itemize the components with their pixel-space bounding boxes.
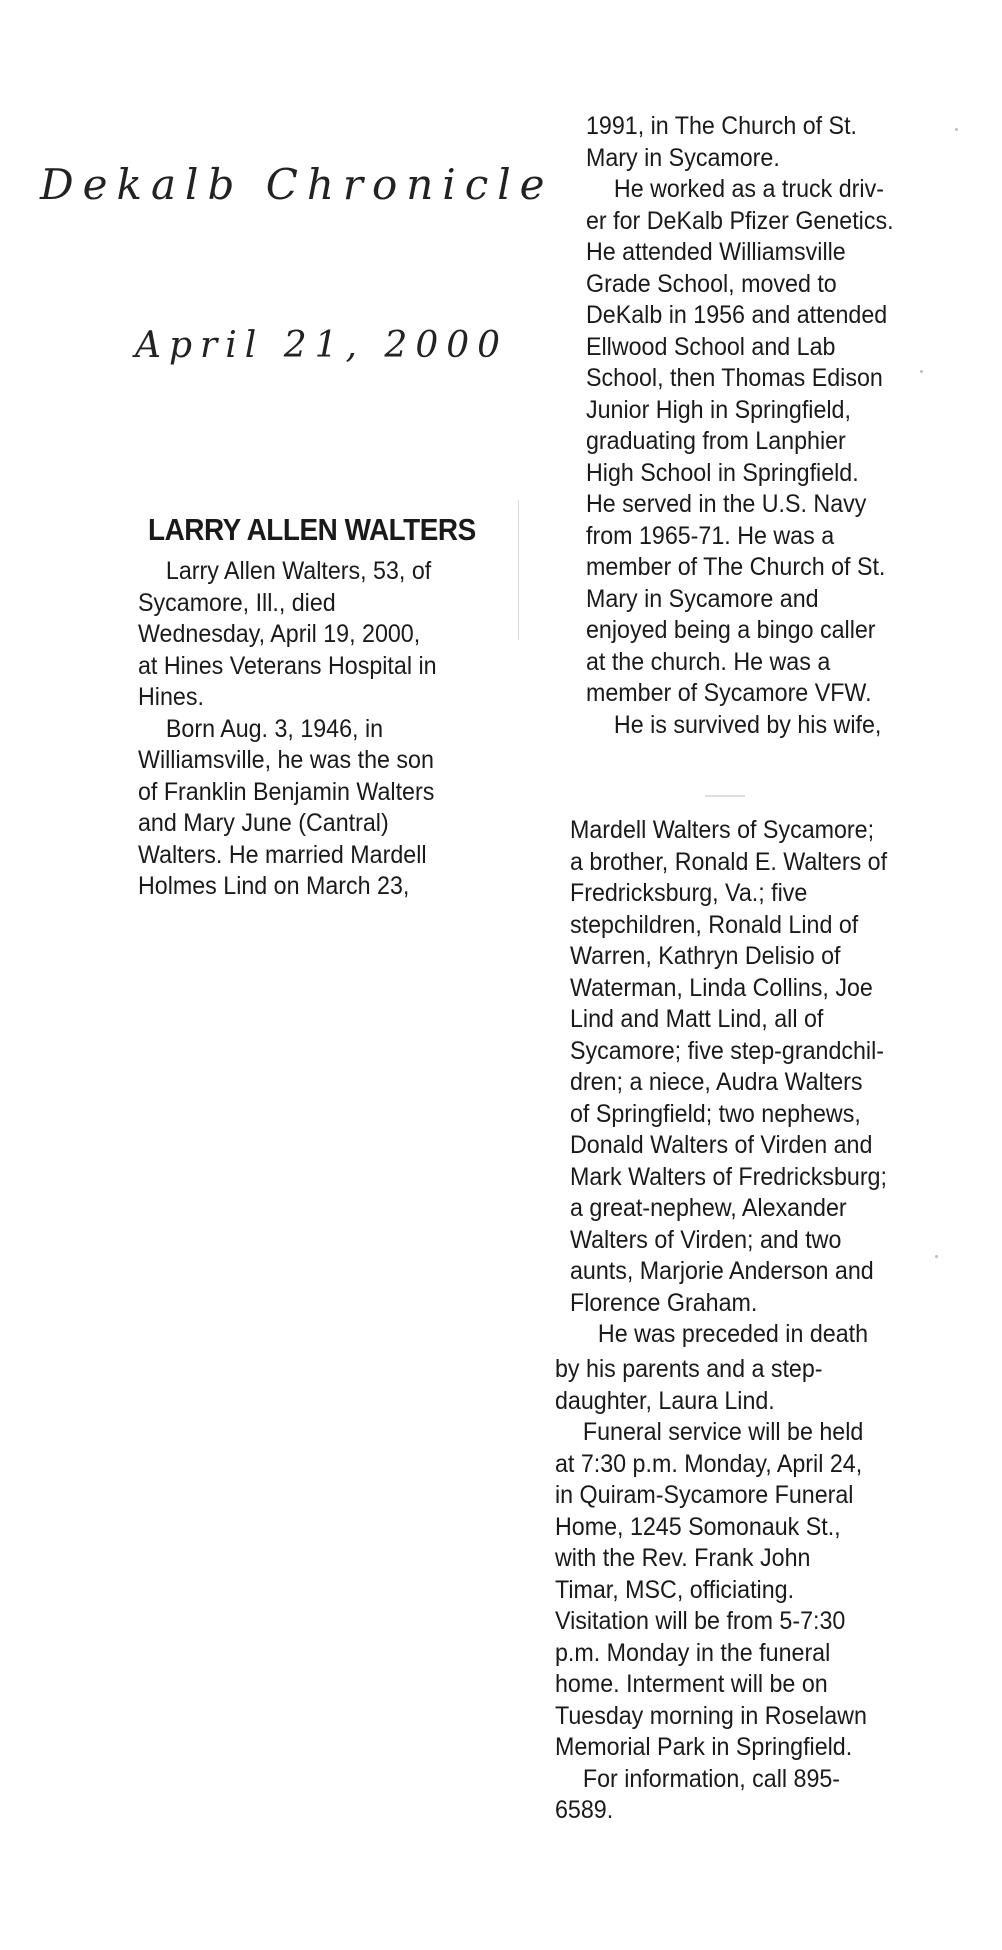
scan-speck	[935, 1255, 938, 1258]
text-line: stepchildren, Ronald Lind of	[570, 910, 859, 939]
text-line: by his parents and a step-	[555, 1355, 823, 1383]
text-line: He attended Williamsville	[586, 238, 846, 266]
text-line: Sycamore; five step-grandchil-	[570, 1036, 885, 1065]
obituary-right-column-bottom	[555, 1354, 867, 1827]
text-line: with the Rev. Frank John	[555, 1544, 811, 1572]
text-line: p.m. Monday in the funeral	[555, 1638, 831, 1667]
text-line: member of Sycamore VFW.	[586, 679, 872, 707]
obituary-right-column-top	[586, 111, 894, 741]
obituary-right-column-middle	[570, 815, 887, 1351]
text-line: Larry Allen Walters, 53, of	[165, 557, 432, 585]
text-line: 6589.	[555, 1796, 614, 1824]
handwritten-source-note: Dekalb Chronicle	[40, 160, 554, 209]
scan-speck	[955, 128, 958, 131]
text-line: dren; a niece, Audra Walters	[570, 1068, 863, 1096]
text-line: For information, call 895-	[582, 1764, 841, 1793]
text-line: Timar, MSC, officiating.	[555, 1575, 795, 1604]
text-line: Funeral service will be held	[582, 1418, 864, 1446]
text-line: of Franklin Benjamin Walters	[138, 777, 435, 806]
text-line: He served in the U.S. Navy	[586, 490, 867, 518]
text-line: Williamsville, he was the son	[138, 746, 434, 774]
text-line: from 1965-71. He was a	[586, 521, 835, 550]
text-line: and Mary June (Cantral)	[138, 809, 389, 837]
text-line: at the church. He was a	[586, 647, 831, 676]
text-line: Visitation will be from 5-7:30	[555, 1607, 846, 1635]
text-line: High School in Springfield.	[586, 458, 859, 487]
scan-speck	[705, 795, 745, 797]
text-line: Holmes Lind on March 23,	[138, 872, 410, 900]
text-line: at Hines Veterans Hospital in	[138, 651, 437, 680]
text-line: daughter, Laura Lind.	[555, 1386, 775, 1415]
text-line: Warren, Kathryn Delisio of	[570, 942, 841, 970]
text-line: Mary in Sycamore and	[586, 584, 819, 613]
text-line: aunts, Marjorie Anderson and	[570, 1257, 874, 1285]
text-line: Florence Graham.	[570, 1288, 758, 1317]
text-line: He was preceded in death	[597, 1320, 869, 1348]
text-line: Mary in Sycamore.	[586, 143, 780, 172]
text-line: Mark Walters of Fredricksburg;	[570, 1162, 887, 1191]
text-line: a brother, Ronald E. Walters of	[570, 847, 888, 876]
text-line: School, then Thomas Edison	[586, 364, 883, 392]
text-line: Sycamore, Ill., died	[138, 588, 336, 617]
text-line: Hines.	[138, 683, 204, 711]
text-line: of Springfield; two nephews,	[570, 1099, 861, 1128]
text-line: Fredricksburg, Va.; five	[570, 879, 808, 907]
scan-speck	[920, 370, 923, 373]
text-line: in Quiram-Sycamore Funeral	[555, 1481, 854, 1509]
text-line: Home, 1245 Somonauk St.,	[555, 1512, 841, 1541]
text-line: at 7:30 p.m. Monday, April 24,	[555, 1449, 863, 1478]
text-line: Born Aug. 3, 1946, in	[165, 714, 384, 743]
text-line: Walters. He married Mardell	[138, 840, 427, 869]
text-line: Junior High in Springfield,	[586, 395, 851, 424]
text-line: Wednesday, April 19, 2000,	[138, 620, 421, 648]
text-line: He worked as a truck driv-	[613, 175, 884, 203]
text-line: 1991, in The Church of St.	[586, 112, 857, 140]
text-line: DeKalb in 1956 and attended	[586, 301, 888, 329]
text-line: He is survived by his wife,	[613, 710, 882, 739]
text-line: enjoyed being a bingo caller	[586, 616, 876, 644]
text-line: Memorial Park in Springfield.	[555, 1733, 853, 1761]
text-line: graduating from Lanphier	[586, 427, 846, 455]
handwritten-date-note: April 21, 2000	[135, 325, 509, 366]
text-line: Mardell Walters of Sycamore;	[570, 816, 875, 844]
text-line: Waterman, Linda Collins, Joe	[570, 973, 873, 1002]
obituary-left-column	[138, 556, 437, 903]
obituary-title: LARRY ALLEN WALTERS	[148, 512, 476, 547]
text-line: Donald Walters of Virden and	[570, 1131, 873, 1159]
text-line: er for DeKalb Pfizer Genetics.	[586, 206, 894, 235]
text-line: Tuesday morning in Roselawn	[555, 1701, 867, 1730]
text-line: Walters of Virden; and two	[570, 1225, 842, 1254]
column-divider	[518, 500, 519, 640]
text-line: a great-nephew, Alexander	[570, 1194, 847, 1222]
text-line: Lind and Matt Lind, all of	[570, 1005, 824, 1033]
text-line: Ellwood School and Lab	[586, 332, 836, 361]
text-line: home. Interment will be on	[555, 1670, 828, 1698]
text-line: Grade School, moved to	[586, 269, 837, 298]
text-line: member of The Church of St.	[586, 553, 886, 581]
